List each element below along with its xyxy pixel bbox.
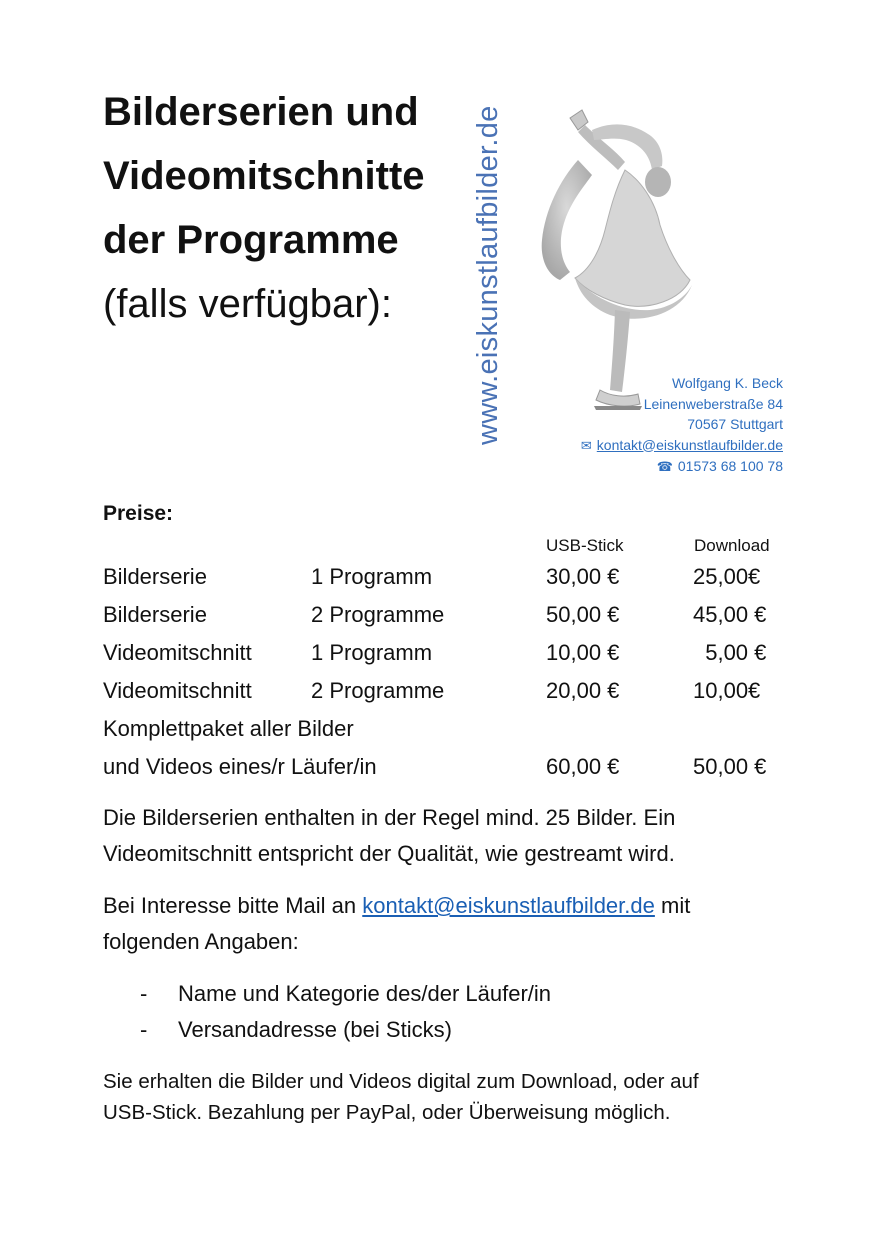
mail-suffix-text: mit	[654, 893, 691, 918]
contact-name: Wolfgang K. Beck	[671, 375, 783, 391]
column-header-usb: USB-Stick	[546, 536, 624, 555]
list-dash: -	[140, 1017, 148, 1042]
contact-phone: 01573 68 100 78	[677, 458, 783, 474]
vertical-url-text: www.eiskunstlaufbilder.de	[472, 105, 504, 445]
mail-prefix-text: Bei Interesse bitte Mail an	[103, 893, 363, 918]
info-paragraph-1	[103, 800, 793, 872]
contact-email-row	[581, 435, 783, 457]
price-programs: 1 Programm	[311, 640, 433, 665]
page-title	[103, 80, 463, 336]
price-row	[103, 672, 793, 710]
list-item-text: Versandadresse (bei Sticks)	[178, 1017, 452, 1042]
title-line-3: der Programme	[103, 218, 399, 262]
price-usb: 30,00 €	[546, 564, 620, 589]
price-usb: 20,00 €	[546, 678, 620, 703]
vertical-website-url	[470, 85, 510, 445]
contact-street: Leinenweberstraße 84	[643, 395, 783, 412]
envelope-icon: ✉	[580, 437, 592, 453]
price-row	[103, 634, 793, 672]
price-programs: 2 Programme	[311, 602, 445, 627]
contact-block	[581, 373, 783, 478]
price-item: Bilderserie	[103, 564, 207, 589]
price-programs: 2 Programme	[311, 678, 445, 703]
info-paragraph-3-line-2: USB-Stick. Bezahlung per PayPal, oder Überweisung möglich.	[103, 1101, 671, 1124]
price-download: 25,00€	[693, 564, 761, 589]
required-info-list	[140, 976, 551, 1048]
price-item: Videomitschnitt	[103, 640, 252, 665]
contact-phone-row	[581, 456, 783, 478]
title-line-2: Videomitschnitte	[103, 154, 425, 198]
price-download: 5,00 €	[693, 640, 767, 665]
price-item: Bilderserie	[103, 602, 207, 627]
price-download: 50,00 €	[693, 754, 767, 779]
price-row	[103, 596, 793, 634]
price-usb: 10,00 €	[546, 640, 620, 665]
telephone-icon: ☎	[656, 459, 673, 474]
info-paragraph-2-line-2: folgenden Angaben:	[103, 929, 299, 954]
price-table	[103, 558, 793, 786]
price-row	[103, 748, 793, 786]
price-row	[103, 710, 793, 748]
list-item-text: Name und Kategorie des/der Läufer/in	[178, 981, 552, 1006]
price-download: 10,00€	[693, 678, 761, 703]
info-paragraph-1-line-2: Videomitschnitt entspricht der Qualität, wie gestreamt wird.	[103, 841, 675, 866]
price-item: Videomitschnitt	[103, 678, 252, 703]
price-download: 45,00 €	[693, 602, 767, 627]
info-paragraph-1-line-1: Die Bilderserien enthalten in der Regel mind. 25 Bilder. Ein	[103, 805, 676, 830]
title-line-1: Bilderserien und	[103, 90, 419, 134]
prices-heading: Preise:	[103, 502, 174, 525]
info-paragraph-2	[103, 888, 793, 960]
price-item: und Videos eines/r Läufer/in	[103, 754, 377, 779]
price-programs: 1 Programm	[311, 564, 433, 589]
column-header-download: Download	[694, 536, 770, 555]
info-paragraph-3	[103, 1066, 803, 1128]
info-paragraph-2-line-1	[103, 888, 793, 924]
list-item	[140, 1012, 551, 1048]
contact-city: 70567 Stuttgart	[687, 416, 783, 432]
list-dash: -	[140, 981, 148, 1006]
price-row	[103, 558, 793, 596]
info-paragraph-3-line-1: Sie erhalten die Bilder und Videos digital zum Download, oder auf	[103, 1070, 699, 1093]
contact-email-link[interactable]: kontakt@eiskunstlaufbilder.de	[596, 436, 783, 453]
list-item	[140, 976, 551, 1012]
price-usb: 50,00 €	[546, 602, 620, 627]
price-item: Komplettpaket aller Bilder	[103, 716, 354, 741]
price-usb: 60,00 €	[546, 754, 620, 779]
title-line-4: (falls verfügbar):	[103, 282, 392, 326]
contact-email-inline-link[interactable]: kontakt@eiskunstlaufbilder.de	[362, 893, 655, 918]
